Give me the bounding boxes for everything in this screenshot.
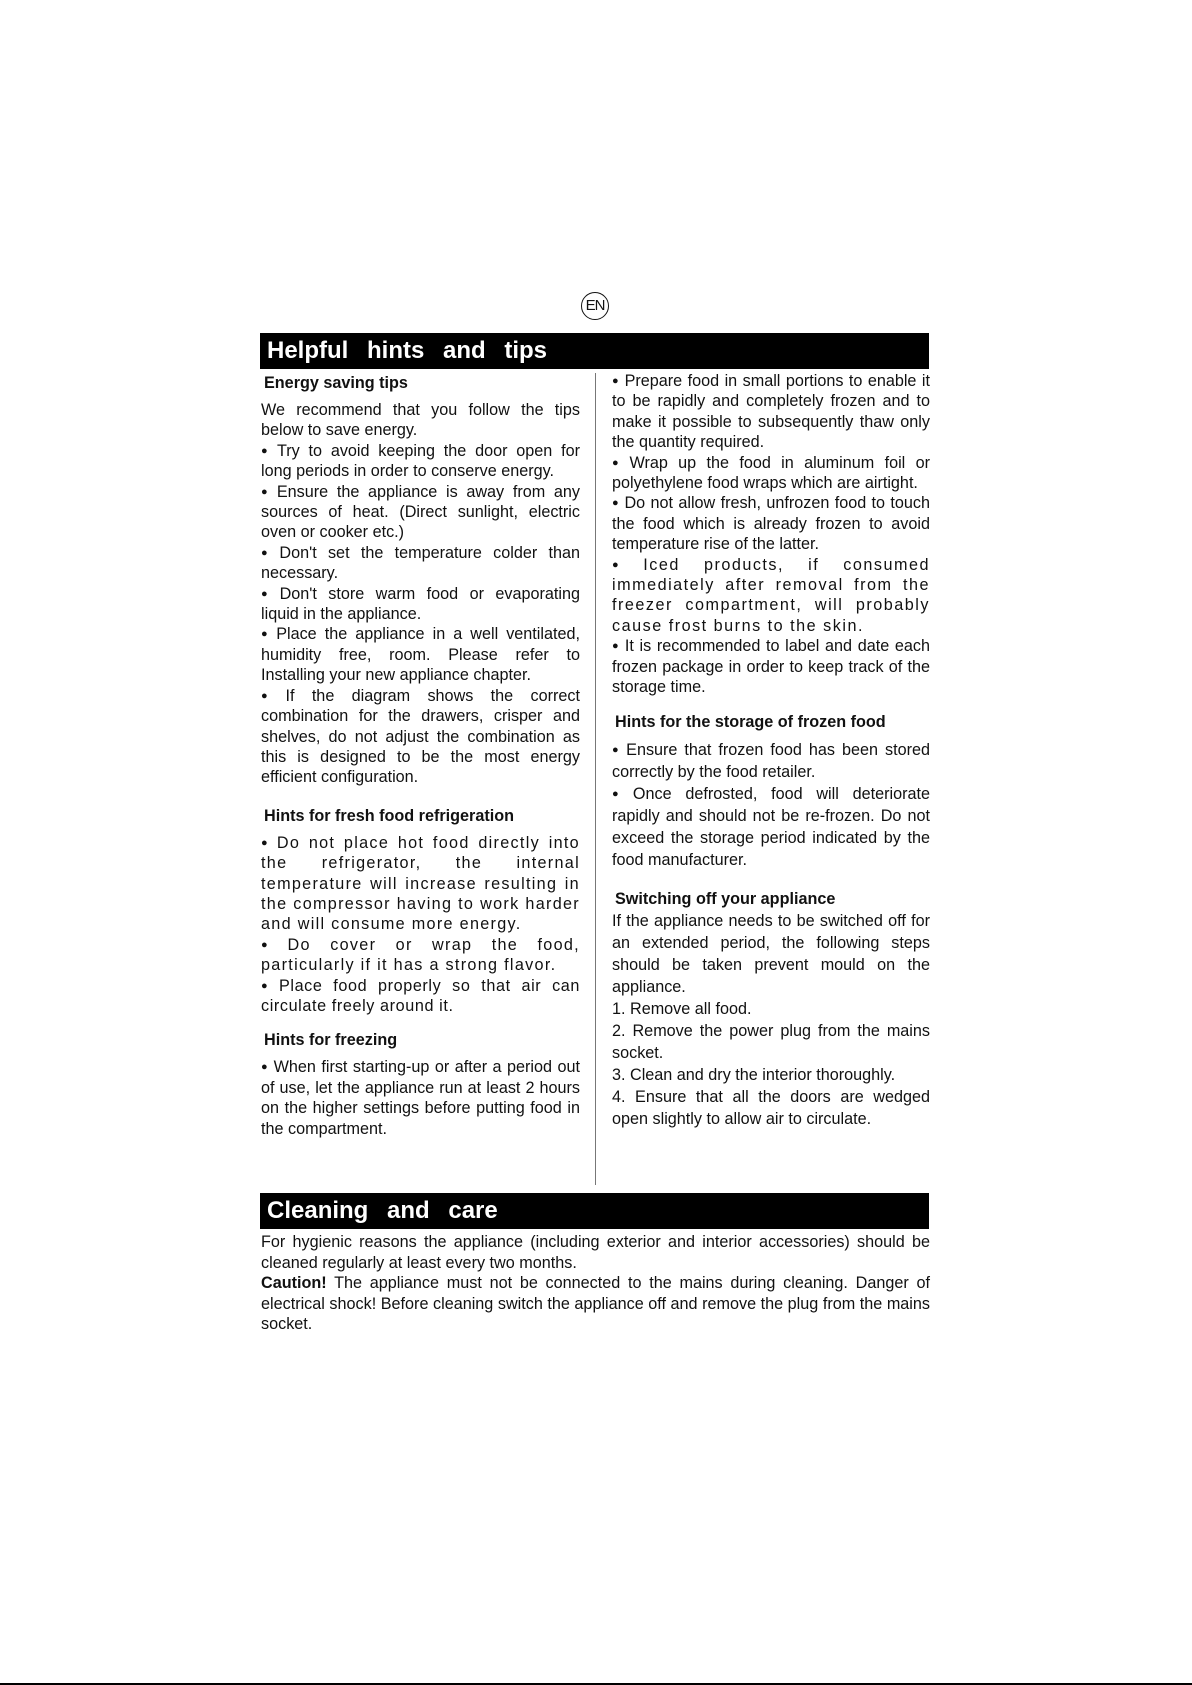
freezing-tip: ● Do not allow fresh, unfrozen food to touch the food which is already frozen to avoid temperature rise of the latter. <box>612 493 930 554</box>
energy-tip: ● Place the appliance in a well ventilated, humidity free, room. Please refer to Installing your new appliance chapter. <box>261 624 580 685</box>
freezing-tip: ● Iced products, if consumed immediately after removal from the freezer compartment, will probably cause frost burns to the skin. <box>612 555 930 637</box>
caution-text: The appliance must not be connected to the mains during cleaning. Danger of electrical shock! Before cleaning switch the appliance off and remove the plug from the mains socket. <box>261 1274 930 1334</box>
fresh-food-tip: ● Place food properly so that air can circulate freely around it. <box>261 976 580 1017</box>
freezing-heading: Hints for freezing <box>264 1031 398 1050</box>
frozen-storage-heading: Hints for the storage of frozen food <box>615 712 886 731</box>
left-column <box>261 373 580 1139</box>
freezing-tip: ● Wrap up the food in aluminum foil or polyethylene food wraps which are airtight. <box>612 453 930 494</box>
switching-off-step: 3. Clean and dry the interior thoroughly. <box>612 1065 896 1084</box>
switching-off-intro: If the appliance needs to be switched off for an extended period, the following steps should be taken prevent mould on the appliance. <box>612 911 930 996</box>
energy-heading: Energy saving tips <box>264 374 408 392</box>
energy-tip: ● Try to avoid keeping the door open for long periods in order to conserve energy. <box>261 441 580 482</box>
caution-label: Caution! <box>261 1274 327 1293</box>
fresh-food-tip: ● Do cover or wrap the food, particularly if it has a strong flavor. <box>261 935 580 976</box>
switching-off-step: 1. Remove all food. <box>612 999 752 1018</box>
cleaning-paragraph: For hygienic reasons the appliance (including exterior and interior accessories) should be cleaned regularly at least every two months. <box>261 1233 930 1272</box>
energy-tip: ● If the diagram shows the correct combination for the drawers, crisper and shelves, do not adjust the combination as this is designed to be the most energy efficient configuration. <box>261 686 580 788</box>
energy-intro: We recommend that you follow the tips below to save energy. <box>261 401 580 440</box>
energy-tip: ● Ensure the appliance is away from any sources of heat. (Direct sunlight, electric oven or cooker etc.) <box>261 482 580 543</box>
right-column <box>612 371 930 1130</box>
section-title-cleaning-care: Cleaning and care <box>260 1193 929 1229</box>
switching-off-heading: Switching off your appliance <box>615 889 836 908</box>
frozen-storage-tip: ● Once defrosted, food will deteriorate rapidly and should not be re-frozen. Do not exceed the storage period indicated by the food manufacturer. <box>612 783 930 871</box>
section-title-helpful-hints: Helpful hints and tips <box>260 333 929 369</box>
caution-paragraph <box>261 1273 930 1335</box>
energy-tip: ● Don't set the temperature colder than necessary. <box>261 543 580 584</box>
switching-off-step: 4. Ensure that all the doors are wedged open slightly to allow air to circulate. <box>612 1087 930 1128</box>
frozen-storage-tip: ● Ensure that frozen food has been stored correctly by the food retailer. <box>612 739 930 783</box>
energy-tip: ● Don't store warm food or evaporating liquid in the appliance. <box>261 584 580 625</box>
freezing-tip: ● Prepare food in small portions to enable it to be rapidly and completely frozen and to make it possible to subsequently thaw only the quantity required. <box>612 371 930 453</box>
language-badge: EN <box>581 292 609 320</box>
cleaning-text <box>261 1232 930 1335</box>
freezing-tip: ● When first starting-up or after a period out of use, let the appliance run at least 2 hours on the higher settings before putting food in the compartment. <box>261 1057 580 1139</box>
column-divider <box>595 373 596 1185</box>
fresh-food-tip: ● Do not place hot food directly into the refrigerator, the internal temperature will increase resulting in the compressor having to work harder and will consume more energy. <box>261 833 580 935</box>
fresh-food-heading: Hints for fresh food refrigeration <box>264 806 515 825</box>
freezing-tip: ● It is recommended to label and date each frozen package in order to keep track of the storage time. <box>612 636 930 697</box>
switching-off-step: 2. Remove the power plug from the mains socket. <box>612 1021 930 1062</box>
